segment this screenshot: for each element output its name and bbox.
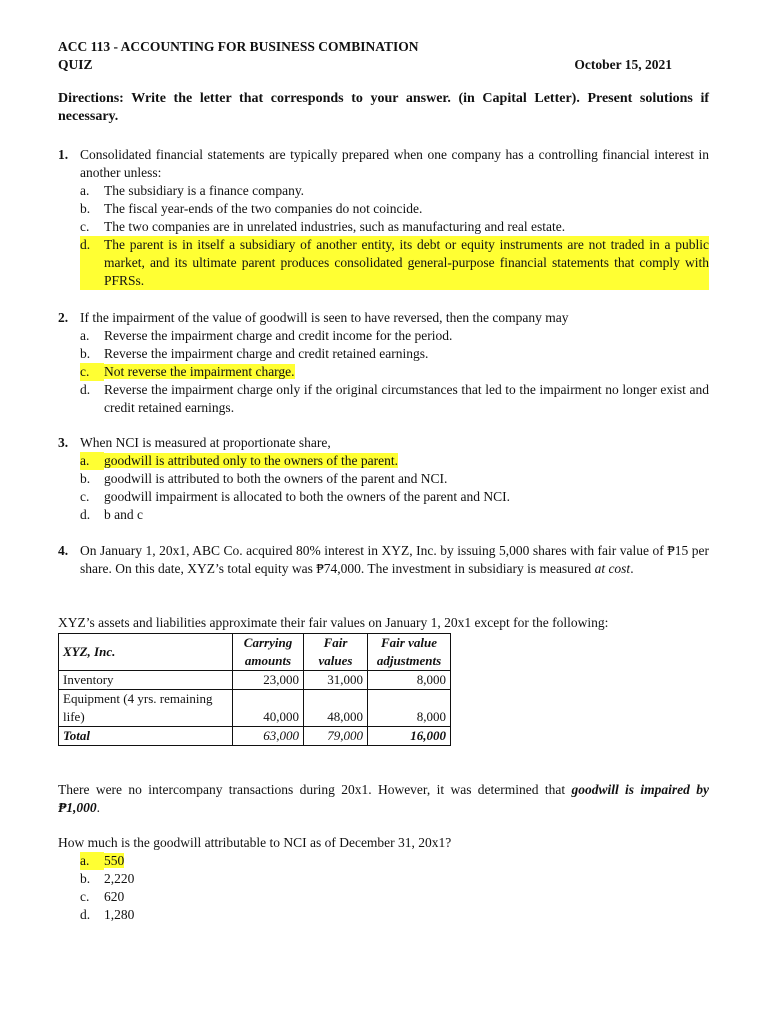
cell-fair: 48,000: [304, 690, 368, 727]
option-text: The fiscal year-ends of the two companies do not coincide.: [104, 201, 423, 216]
directions: Directions: Write the letter that corresponds to your answer. (in Capital Letter). Present solutions if necessary.: [58, 91, 709, 124]
option-b: [80, 345, 709, 363]
cell-carrying: 23,000: [233, 671, 304, 690]
option-b: [80, 200, 709, 218]
option-text: 1,280: [104, 907, 135, 922]
document-header: [58, 38, 672, 74]
table-row: [59, 671, 451, 690]
total-carrying: 63,000: [233, 727, 304, 746]
question-number: 1.: [58, 147, 69, 162]
option-text: The subsidiary is a finance company.: [104, 183, 305, 198]
option-b: [80, 470, 709, 488]
option-text: The parent is in itself a subsidiary of another entity, its debt or equity instruments are not traded in a public market, and its ultimate parent produces consolidated general-purpose financial statements that comply with PFRSs.: [104, 237, 709, 288]
prompt-text: How much is the goodwill attributable to NCI as of December 31, 20x1?: [58, 835, 452, 850]
option-letter: b.: [80, 201, 91, 216]
option-letter: d.: [80, 382, 91, 397]
option-text: Reverse the impairment charge and credit income for the period.: [104, 328, 453, 343]
option-text: goodwill is attributed only to the owners of the parent.: [104, 453, 398, 468]
total-adjustment: 16,000: [368, 727, 451, 746]
option-d-highlighted: [80, 236, 709, 290]
option-a-highlighted: [80, 452, 709, 470]
option-c: [80, 488, 709, 506]
question-4: [58, 542, 709, 578]
option-text: Reverse the impairment charge only if the original circumstances that led to the impairment no longer exist and credit retained earnings.: [104, 382, 709, 415]
option-text: goodwill impairment is allocated to both the owners of the parent and NCI.: [104, 489, 511, 504]
option-d: [80, 906, 709, 924]
option-letter: a.: [80, 852, 104, 870]
question-text: [80, 542, 709, 578]
option-letter: b.: [80, 471, 91, 486]
header-adjustments: Fair value adjustments: [368, 634, 451, 671]
cell-fair: 31,000: [304, 671, 368, 690]
option-text: The two companies are in unrelated industries, such as manufacturing and real estate.: [104, 219, 566, 234]
question-2: [58, 309, 709, 417]
total-label: Total: [59, 727, 233, 746]
table-row: [59, 690, 451, 727]
option-text: 550: [104, 853, 125, 868]
option-c-highlighted: [80, 363, 709, 381]
note-emphasis: goodwill is impaired by ₱1,000: [58, 782, 709, 815]
quiz-date: October 15, 2021: [574, 57, 672, 72]
course-title: ACC 113 - ACCOUNTING FOR BUSINESS COMBINATION: [58, 39, 419, 54]
cell-carrying: 40,000: [233, 690, 304, 727]
total-fair: 79,000: [304, 727, 368, 746]
option-text: Reverse the impairment charge and credit retained earnings.: [104, 346, 429, 361]
question-number: 3.: [58, 435, 69, 450]
option-c: [80, 218, 709, 236]
note-text: There were no intercompany transactions during 20x1. However, it was determined that: [58, 782, 572, 797]
cell-adjustment: 8,000: [368, 690, 451, 727]
question-text-italic: at cost: [594, 561, 631, 576]
question-text-end: .: [630, 561, 634, 576]
question-text: Consolidated financial statements are typically prepared when one company has a controlling financial interest in another unless:: [80, 147, 709, 180]
option-letter: c.: [80, 363, 104, 381]
note-end: .: [96, 800, 100, 815]
option-text: Not reverse the impairment charge.: [104, 364, 295, 379]
impairment-note: [58, 781, 709, 817]
row-label: Inventory: [59, 671, 233, 690]
option-letter: c.: [80, 489, 90, 504]
question-4-prompt: [58, 834, 709, 924]
table-total-row: [59, 727, 451, 746]
option-letter: a.: [80, 328, 90, 343]
option-letter: a.: [80, 183, 90, 198]
question-number: 2.: [58, 310, 69, 325]
option-letter: d.: [80, 907, 91, 922]
option-letter: c.: [80, 219, 90, 234]
option-text: 620: [104, 889, 125, 904]
option-letter: d.: [80, 507, 91, 522]
option-letter: c.: [80, 889, 90, 904]
option-text: goodwill is attributed to both the owners of the parent and NCI.: [104, 471, 448, 486]
option-letter: b.: [80, 346, 91, 361]
question-text-part: On January 1, 20x1, ABC Co. acquired 80% interest in XYZ, Inc. by issuing 5,000 shares with fair value of ₱15 per share. On this date, XYZ’s total equity was ₱74,000. The investment in subsidiary is measured: [80, 543, 709, 576]
option-letter: a.: [80, 452, 104, 470]
question-text: When NCI is measured at proportionate share,: [80, 435, 331, 450]
table-header-row: [59, 634, 451, 671]
header-company: XYZ, Inc.: [59, 634, 233, 671]
document-type: QUIZ: [58, 57, 93, 72]
option-text: b and c: [104, 507, 143, 522]
option-d: [80, 381, 709, 417]
option-letter: d.: [80, 237, 91, 252]
option-letter: b.: [80, 871, 91, 886]
option-b: [80, 870, 709, 888]
header-fair: Fair values: [304, 634, 368, 671]
option-c: [80, 888, 709, 906]
option-text: 2,220: [104, 871, 135, 886]
cell-adjustment: 8,000: [368, 671, 451, 690]
option-a: [80, 327, 709, 345]
question-number: 4.: [58, 543, 69, 558]
question-1: [58, 146, 709, 290]
fair-value-table: [58, 633, 451, 746]
option-a: [80, 182, 709, 200]
option-a-highlighted: [80, 852, 709, 870]
header-carrying: Carrying amounts: [233, 634, 304, 671]
table-intro: XYZ’s assets and liabilities approximate their fair values on January 1, 20x1 except for the following:: [58, 615, 609, 630]
question-text: If the impairment of the value of goodwill is seen to have reversed, then the company may: [80, 310, 569, 325]
question-3: [58, 434, 709, 524]
option-d: [80, 506, 709, 524]
row-label: Equipment (4 yrs. remaining life): [59, 690, 233, 727]
